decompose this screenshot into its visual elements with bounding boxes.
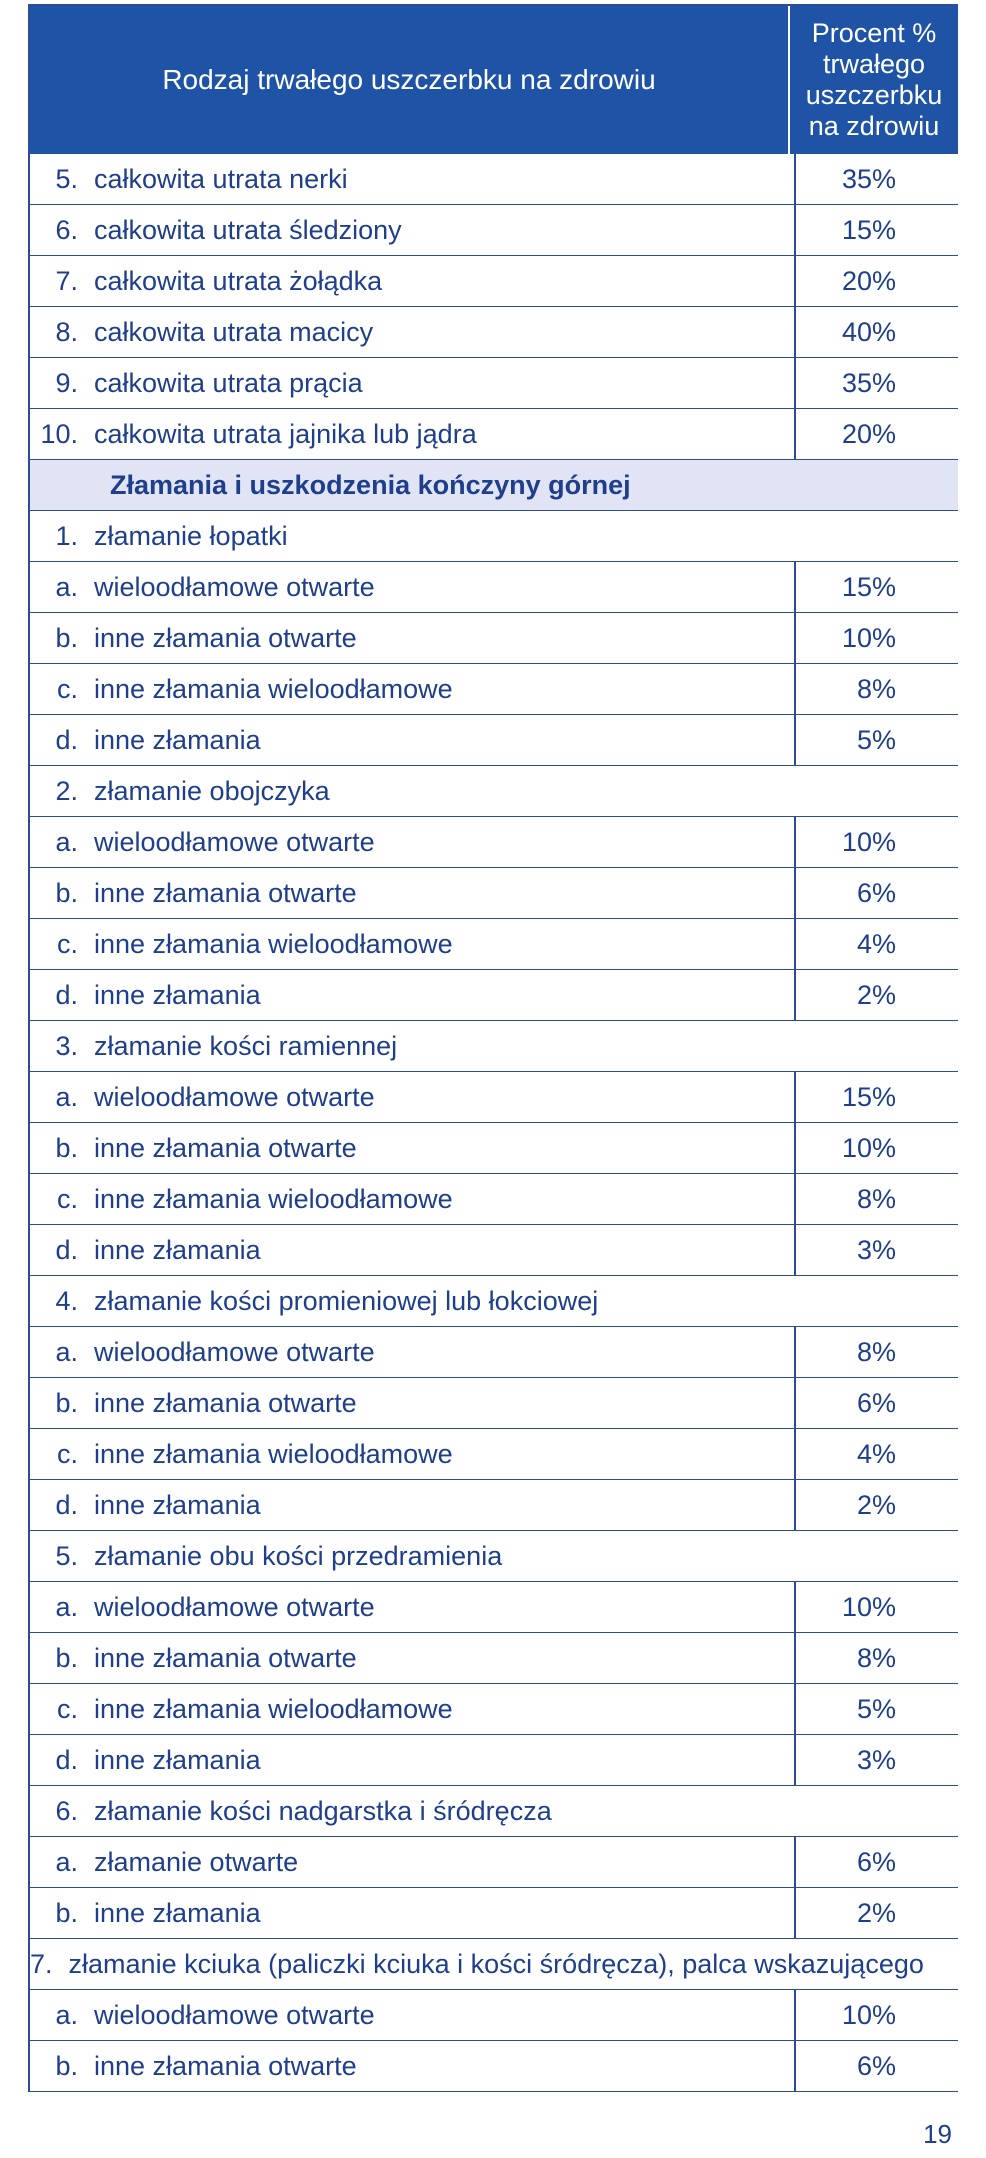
row-number: b. <box>55 1132 78 1163</box>
group-row <box>30 1531 958 1582</box>
row-number: 1. <box>55 520 78 551</box>
row-label: Złamania i uszkodzenia kończyny górnej <box>110 469 631 500</box>
table-row <box>30 205 958 256</box>
row-number: 7. <box>30 1948 53 1979</box>
row-number: d. <box>55 724 78 755</box>
row-percent: 6% <box>794 1837 958 1887</box>
row-label: złamanie obojczyka <box>94 775 330 806</box>
table-row <box>30 307 958 358</box>
row-label: inne złamania <box>94 1489 261 1520</box>
group-row <box>30 1786 958 1837</box>
row-percent: 2% <box>794 1480 958 1530</box>
table-row <box>30 817 958 868</box>
row-label: wieloodłamowe otwarte <box>94 826 375 857</box>
row-percent <box>794 1021 958 1071</box>
row-label: wieloodłamowe otwarte <box>94 1081 375 1112</box>
row-number: a. <box>55 1999 78 2030</box>
table-row <box>30 1072 958 1123</box>
row-number: c. <box>56 1183 78 1214</box>
row-number: b. <box>55 2050 78 2081</box>
row-label: inne złamania wieloodłamowe <box>94 1183 453 1214</box>
row-label: złamanie kości promieniowej lub łokciowej <box>94 1285 599 1316</box>
table-row <box>30 1633 958 1684</box>
row-percent: 20% <box>794 409 958 459</box>
row-number: b. <box>55 622 78 653</box>
row-label: całkowita utrata macicy <box>94 316 374 347</box>
table-row <box>30 562 958 613</box>
header-percent-column: Procent % trwałego uszczerbku na zdrowiu <box>805 18 943 141</box>
table-row <box>30 154 958 205</box>
row-label: złamanie łopatki <box>94 520 288 551</box>
row-label: złamanie kości ramiennej <box>94 1030 398 1061</box>
row-label: złamanie otwarte <box>94 1846 299 1877</box>
table-row <box>30 1684 958 1735</box>
group-row <box>30 511 958 562</box>
row-percent: 10% <box>794 1990 958 2040</box>
row-number: 4. <box>55 1285 78 1316</box>
row-number: a. <box>55 1846 78 1877</box>
row-label: inne złamania otwarte <box>94 1387 357 1418</box>
row-label: inne złamania otwarte <box>94 2050 357 2081</box>
row-label: całkowita utrata prącia <box>94 367 363 398</box>
row-label: inne złamania wieloodłamowe <box>94 928 453 959</box>
table-row <box>30 1429 958 1480</box>
table-row <box>30 256 958 307</box>
row-percent: 2% <box>794 1888 958 1938</box>
table-row <box>30 715 958 766</box>
row-label: inne złamania <box>94 979 261 1010</box>
row-percent: 35% <box>794 154 958 204</box>
table-row <box>30 1327 958 1378</box>
table-row <box>30 409 958 460</box>
row-label: całkowita utrata jajnika lub jądra <box>94 418 477 449</box>
row-label: inne złamania <box>94 1897 261 1928</box>
row-percent: 6% <box>794 2041 958 2091</box>
row-percent: 5% <box>794 715 958 765</box>
row-number: c. <box>56 673 78 704</box>
row-number: b. <box>55 1642 78 1673</box>
row-number: c. <box>56 1693 78 1724</box>
impairment-table <box>28 4 958 2092</box>
row-number: a. <box>55 1336 78 1367</box>
row-percent: 10% <box>794 1123 958 1173</box>
row-label: inne złamania otwarte <box>94 1132 357 1163</box>
row-label: całkowita utrata żołądka <box>94 265 383 296</box>
table-row <box>30 1123 958 1174</box>
row-label: inne złamania otwarte <box>94 622 357 653</box>
group-row <box>30 1021 958 1072</box>
row-percent <box>794 511 958 561</box>
table-row <box>30 664 958 715</box>
row-percent: 15% <box>794 562 958 612</box>
row-label: wieloodłamowe otwarte <box>94 1336 375 1367</box>
table-row <box>30 1735 958 1786</box>
row-number: b. <box>55 1387 78 1418</box>
row-number: 5. <box>55 163 78 194</box>
row-percent: 15% <box>794 1072 958 1122</box>
group-row <box>30 766 958 817</box>
row-number: a. <box>55 1591 78 1622</box>
row-percent: 35% <box>794 358 958 408</box>
row-number: 2. <box>55 775 78 806</box>
row-label: całkowita utrata śledziony <box>94 214 402 245</box>
page-number: 19 <box>923 2119 952 2149</box>
table-row <box>30 358 958 409</box>
row-label: inne złamania wieloodłamowe <box>94 673 453 704</box>
row-number: 6. <box>55 214 78 245</box>
row-number: a. <box>55 1081 78 1112</box>
row-number: d. <box>55 1489 78 1520</box>
row-number: d. <box>55 979 78 1010</box>
row-number: a. <box>55 826 78 857</box>
row-number: d. <box>55 1234 78 1265</box>
row-label: inne złamania <box>94 1744 261 1775</box>
table-row <box>30 868 958 919</box>
table-row <box>30 1888 958 1939</box>
row-number: 9. <box>55 367 78 398</box>
row-number: 10. <box>40 418 78 449</box>
row-number: c. <box>56 1438 78 1469</box>
row-label: całkowita utrata nerki <box>94 163 348 194</box>
table-row <box>30 1225 958 1276</box>
row-number: 8. <box>55 316 78 347</box>
row-percent: 3% <box>794 1225 958 1275</box>
row-percent: 4% <box>794 1429 958 1479</box>
row-number: a. <box>55 571 78 602</box>
row-number: c. <box>56 928 78 959</box>
row-number: b. <box>55 877 78 908</box>
row-percent <box>924 1939 986 1989</box>
row-percent <box>794 766 958 816</box>
row-label: złamanie kciuka (paliczki kciuka i kości śródręcza), palca wskazującego <box>68 1948 924 1979</box>
table-row <box>30 613 958 664</box>
row-percent <box>794 460 958 510</box>
row-number: 7. <box>55 265 78 296</box>
header-title: Rodzaj trwałego uszczerbku na zdrowiu <box>30 6 790 154</box>
row-label: inne złamania wieloodłamowe <box>94 1693 453 1724</box>
row-label: inne złamania otwarte <box>94 877 357 908</box>
group-row <box>30 1939 958 1990</box>
row-percent: 8% <box>794 1633 958 1683</box>
row-label: wieloodłamowe otwarte <box>94 1591 375 1622</box>
row-label: złamanie kości nadgarstka i śródręcza <box>94 1795 552 1826</box>
table-row <box>30 2041 958 2092</box>
row-percent: 20% <box>794 256 958 306</box>
table-row <box>30 1480 958 1531</box>
row-percent: 3% <box>794 1735 958 1785</box>
row-percent <box>794 1531 958 1581</box>
row-label: inne złamania <box>94 1234 261 1265</box>
row-percent: 10% <box>794 817 958 867</box>
row-label: inne złamania wieloodłamowe <box>94 1438 453 1469</box>
table-row <box>30 1174 958 1225</box>
row-label: wieloodłamowe otwarte <box>94 1999 375 2030</box>
row-number: 3. <box>55 1030 78 1061</box>
row-number: 6. <box>55 1795 78 1826</box>
table-row <box>30 1990 958 2041</box>
row-number <box>30 460 84 510</box>
row-percent: 6% <box>794 1378 958 1428</box>
row-number: b. <box>55 1897 78 1928</box>
table-row <box>30 1378 958 1429</box>
row-percent <box>794 1276 958 1326</box>
row-label: wieloodłamowe otwarte <box>94 571 375 602</box>
table-row <box>30 970 958 1021</box>
row-percent: 40% <box>794 307 958 357</box>
row-label: inne złamania <box>94 724 261 755</box>
row-percent: 8% <box>794 1327 958 1377</box>
table-row <box>30 1582 958 1633</box>
table-body <box>30 154 958 2092</box>
row-percent: 5% <box>794 1684 958 1734</box>
table-row <box>30 919 958 970</box>
row-percent: 10% <box>794 1582 958 1632</box>
row-label: złamanie obu kości przedramienia <box>94 1540 503 1571</box>
row-percent: 10% <box>794 613 958 663</box>
row-label: inne złamania otwarte <box>94 1642 357 1673</box>
row-percent: 15% <box>794 205 958 255</box>
row-percent: 8% <box>794 1174 958 1224</box>
table-header <box>30 4 958 154</box>
group-row <box>30 1276 958 1327</box>
row-percent <box>794 1786 958 1836</box>
row-percent: 2% <box>794 970 958 1020</box>
table-row <box>30 1837 958 1888</box>
row-percent: 6% <box>794 868 958 918</box>
row-percent: 4% <box>794 919 958 969</box>
section-header-row <box>30 460 958 511</box>
row-number: 5. <box>55 1540 78 1571</box>
row-percent: 8% <box>794 664 958 714</box>
row-number: d. <box>55 1744 78 1775</box>
